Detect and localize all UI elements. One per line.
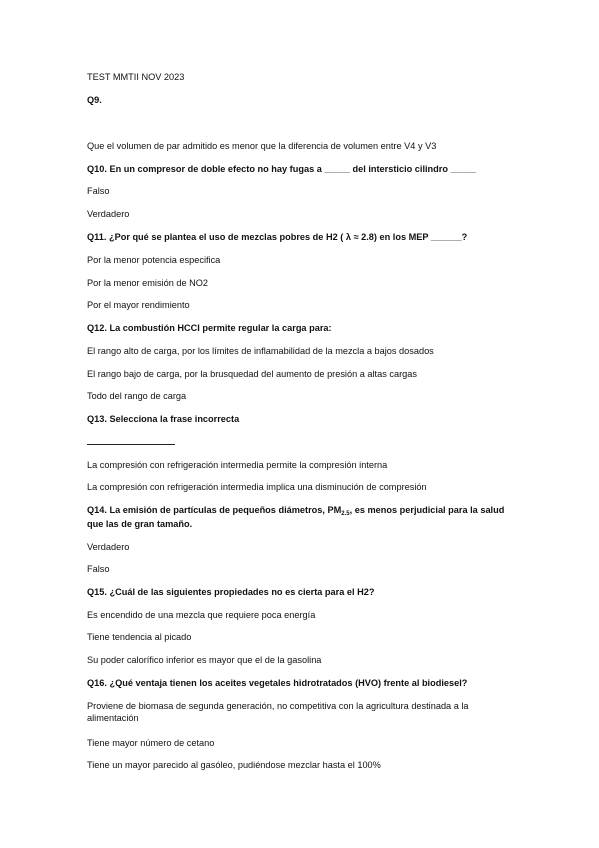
q14-option-2: Falso [87, 564, 110, 574]
question-q10: Q10. En un compresor de doble efecto no hay fugas a _____ del intersticio cilindro _____ [87, 164, 477, 174]
q16-option-2: Tiene mayor número de cetano [87, 738, 215, 748]
q15-option-1: Es encendido de una mezcla que requiere poca energía [87, 610, 316, 620]
q11-option-1: Por la menor potencia especifica [87, 255, 221, 265]
question-q12: Q12. La combustión HCCI permite regular la carga para: [87, 323, 332, 333]
q12-option-2: El rango bajo de carga, por la brusquedad del aumento de presión a altas cargas [87, 369, 417, 379]
q14-subscript: 2.5 [341, 511, 350, 517]
q13-option-1: La compresión con refrigeración intermedia permite la compresión interna [87, 460, 388, 470]
q10-option-2: Verdadero [87, 209, 130, 219]
q9-answer: Que el volumen de par admitido es menor que la diferencia de volumen entre V4 y V3 [87, 141, 437, 151]
question-q9: Q9. [87, 95, 102, 105]
document-header: TEST MMTII NOV 2023 [87, 72, 185, 82]
q11-option-2: Por la menor emisión de NO2 [87, 278, 209, 288]
q10-option-1: Falso [87, 186, 110, 196]
q12-option-1: El rango alto de carga, por los límites de inflamabilidad de la mezcla a bajos dosados [87, 346, 434, 356]
answer-blank-line [87, 444, 175, 445]
q13-option-2: La compresión con refrigeración intermedia implica una disminución de compresión [87, 482, 427, 492]
q14-option-1: Verdadero [87, 542, 130, 552]
question-q15: Q15. ¿Cuál de las siguientes propiedades no es cierta para el H2? [87, 587, 375, 597]
question-q13: Q13. Selecciona la frase incorrecta [87, 414, 240, 424]
q15-option-3: Su poder calorífico inferior es mayor que el de la gasolina [87, 655, 322, 665]
question-q11: Q11. ¿Por qué se plantea el uso de mezclas pobres de H2 ( λ ≈ 2.8) en los MEP ______? [87, 232, 468, 242]
q16-option-3: Tiene un mayor parecido al gasóleo, pudiéndose mezclar hasta el 100% [87, 760, 381, 770]
q14-text-before: Q14. La emisión de partículas de pequeños diámetros, PM [87, 505, 342, 515]
question-q16: Q16. ¿Qué ventaja tienen los aceites vegetales hidrotratados (HVO) frente al biodiesel? [87, 678, 468, 688]
q15-option-2: Tiene tendencia al picado [87, 632, 192, 642]
q14-text-after: , es menos perjudicial para la salud que las de gran tamaño. [87, 505, 505, 529]
q12-option-3: Todo del rango de carga [87, 391, 187, 401]
q11-option-3: Por el mayor rendimiento [87, 300, 190, 310]
question-q14 [87, 505, 517, 530]
q16-option-1: Proviene de biomasa de segunda generación, no competitiva con la agricultura destinada a la alimentación [87, 701, 469, 723]
